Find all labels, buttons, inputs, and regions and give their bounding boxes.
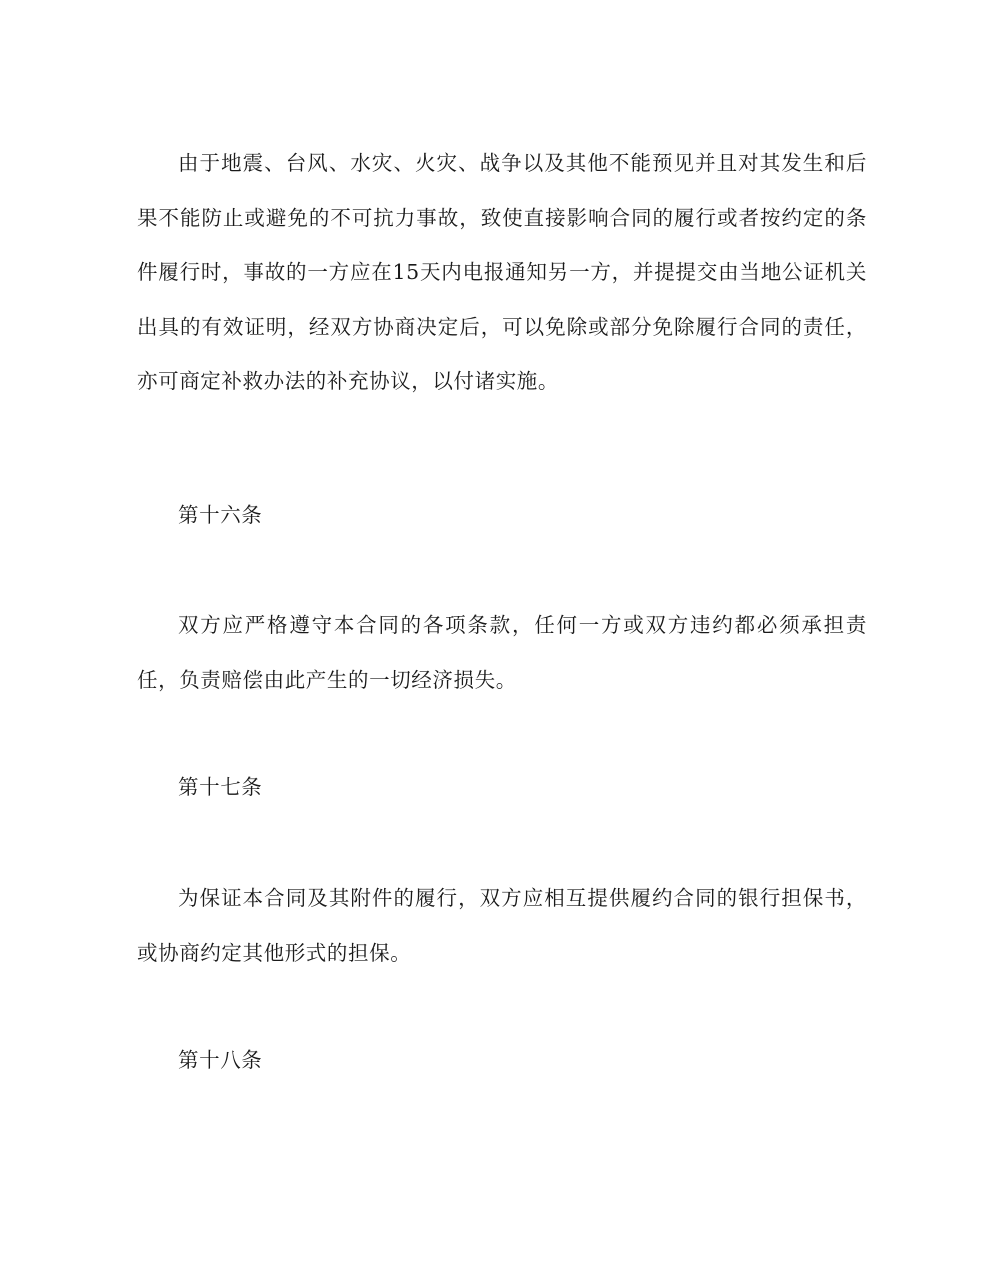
force-majeure-paragraph: 由于地震、台风、水灾、火灾、战争以及其他不能预见并且对其发生和后果不能防止或避免的不可抗力事故，致使直接影响合同的履行或者按约定的条件履行时，事故的一方应在15天内电报通知另一方，并提提交由当地公证机关出具的有效证明，经双方协商决定后，可以免除或部分免除履行合同的责任，亦可商定补救办法的补充协议，以付诸实施。: [137, 151, 867, 393]
article-18-heading: 第十八条: [178, 1048, 263, 1072]
article-16-heading: 第十六条: [178, 503, 263, 527]
article-17-heading: 第十七条: [178, 775, 263, 799]
article-17-paragraph: 为保证本合同及其附件的履行，双方应相互提供履约合同的银行担保书，或协商约定其他形式的担保。: [137, 886, 867, 965]
article-16-paragraph: 双方应严格遵守本合同的各项条款，任何一方或双方违约都必须承担责任，负责赔偿由此产生的一切经济损失。: [137, 613, 867, 692]
